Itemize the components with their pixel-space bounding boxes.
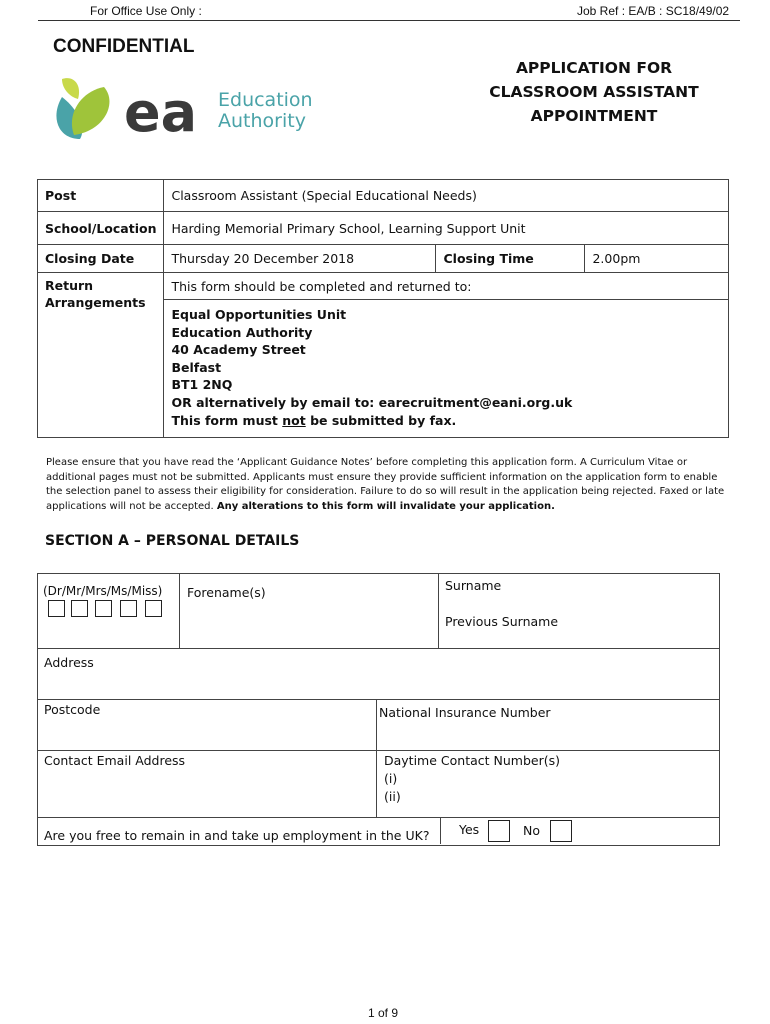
address-line: Education Authority	[171, 324, 313, 340]
guidance-bold: Any alterations to this form will invalidate your application.	[216, 500, 555, 512]
postcode-label: Postcode	[44, 702, 101, 717]
job-reference: Job Ref : EA/B : SC18/49/02	[577, 4, 730, 18]
divider	[440, 817, 441, 844]
return-intro: This form should be completed and returned to:	[164, 273, 729, 300]
post-info-table	[37, 179, 729, 438]
ni-number-label: National Insurance Number	[379, 705, 551, 720]
yes-label: Yes	[459, 822, 480, 837]
office-use-label: For Office Use Only :	[90, 4, 202, 18]
return-label	[38, 273, 164, 438]
title-checkbox-mrs[interactable]	[95, 600, 112, 617]
guidance-paragraph	[46, 456, 726, 514]
return-address	[164, 300, 729, 438]
address-line: Belfast	[171, 359, 222, 375]
forename-label: Forename(s)	[187, 585, 266, 600]
logo-leaf-lime	[62, 78, 79, 99]
divider	[438, 573, 439, 648]
school-label: School/Location	[38, 212, 164, 245]
divider	[37, 648, 719, 649]
fax-post: be submitted by fax.	[305, 412, 457, 428]
daytime-number-ii: (ii)	[384, 789, 401, 804]
title-checkbox-mr[interactable]	[71, 600, 88, 617]
school-row	[38, 212, 729, 245]
title-checkbox-dr[interactable]	[48, 600, 65, 617]
address-line: 40 Academy Street	[171, 342, 306, 358]
post-value: Classroom Assistant (Special Educational Needs)	[164, 180, 729, 212]
email-label: Contact Email Address	[44, 753, 186, 768]
divider	[376, 750, 377, 817]
logo-mark: ea	[124, 81, 198, 144]
closing-time-value: 2.00pm	[585, 245, 729, 273]
title-line-3: APPOINTMENT	[530, 107, 658, 125]
divider	[37, 817, 719, 818]
post-label: Post	[38, 180, 164, 212]
uk-yes-checkbox[interactable]	[488, 820, 510, 842]
fax-warning	[171, 412, 721, 430]
return-label-1: Return	[45, 278, 94, 293]
surname-label: Surname	[445, 578, 502, 593]
fax-not: not	[282, 412, 306, 428]
divider	[37, 699, 719, 700]
return-label-2: Arrangements	[45, 295, 146, 310]
address-label: Address	[44, 655, 94, 670]
address-line: Equal Opportunities Unit	[171, 307, 347, 322]
return-row	[38, 273, 729, 300]
email-line: OR alternatively by email to: earecruitment@eani.org.uk	[171, 394, 573, 410]
closing-date-label: Closing Date	[38, 245, 164, 273]
address-line: BT1 2NQ	[171, 377, 233, 393]
header-rule	[38, 20, 740, 21]
previous-surname-label: Previous Surname	[445, 614, 559, 629]
divider	[179, 573, 180, 648]
daytime-number-i: (i)	[384, 771, 398, 786]
logo-line-2: Authority	[218, 110, 306, 132]
logo-line-1: Education	[218, 89, 313, 111]
page-number: 1 of 9	[368, 1006, 399, 1020]
uk-employment-question: Are you free to remain in and take up employment in the UK?	[44, 828, 430, 843]
title-line-2: CLASSROOM ASSISTANT	[489, 83, 699, 101]
school-value: Harding Memorial Primary School, Learning Support Unit	[164, 212, 729, 245]
title-checkbox-ms[interactable]	[120, 600, 137, 617]
uk-no-checkbox[interactable]	[550, 820, 572, 842]
title-checkbox-miss[interactable]	[145, 600, 162, 617]
daytime-number-label: Daytime Contact Number(s)	[384, 753, 560, 768]
closing-date-value: Thursday 20 December 2018	[164, 245, 436, 273]
title-line-1: APPLICATION FOR	[515, 59, 673, 77]
application-title	[470, 56, 718, 128]
divider	[376, 699, 377, 750]
logo-wordmark	[218, 90, 313, 132]
post-row	[38, 180, 729, 212]
confidential-heading: CONFIDENTIAL	[53, 36, 195, 57]
closing-time-label: Closing Time	[436, 245, 585, 273]
guidance-text: Please ensure that you have read the ‘Applicant Guidance Notes’ before completing this application form. A Curriculum Vitae or additional pages must not be submitted. Applicants must ensure they provide sufficient information on the application form to enable the selection panel to assess their eligibility for consideration. Failure to do so will result in the application being rejected. Faxed or late applications will not be accepted.	[46, 457, 725, 512]
divider	[37, 750, 719, 751]
no-label: No	[523, 823, 540, 838]
fax-pre: This form must	[171, 412, 283, 428]
title-field-label: (Dr/Mr/Mrs/Ms/Miss)	[43, 584, 163, 598]
section-a-title: SECTION A – PERSONAL DETAILS	[45, 533, 300, 549]
closing-row	[38, 245, 729, 273]
